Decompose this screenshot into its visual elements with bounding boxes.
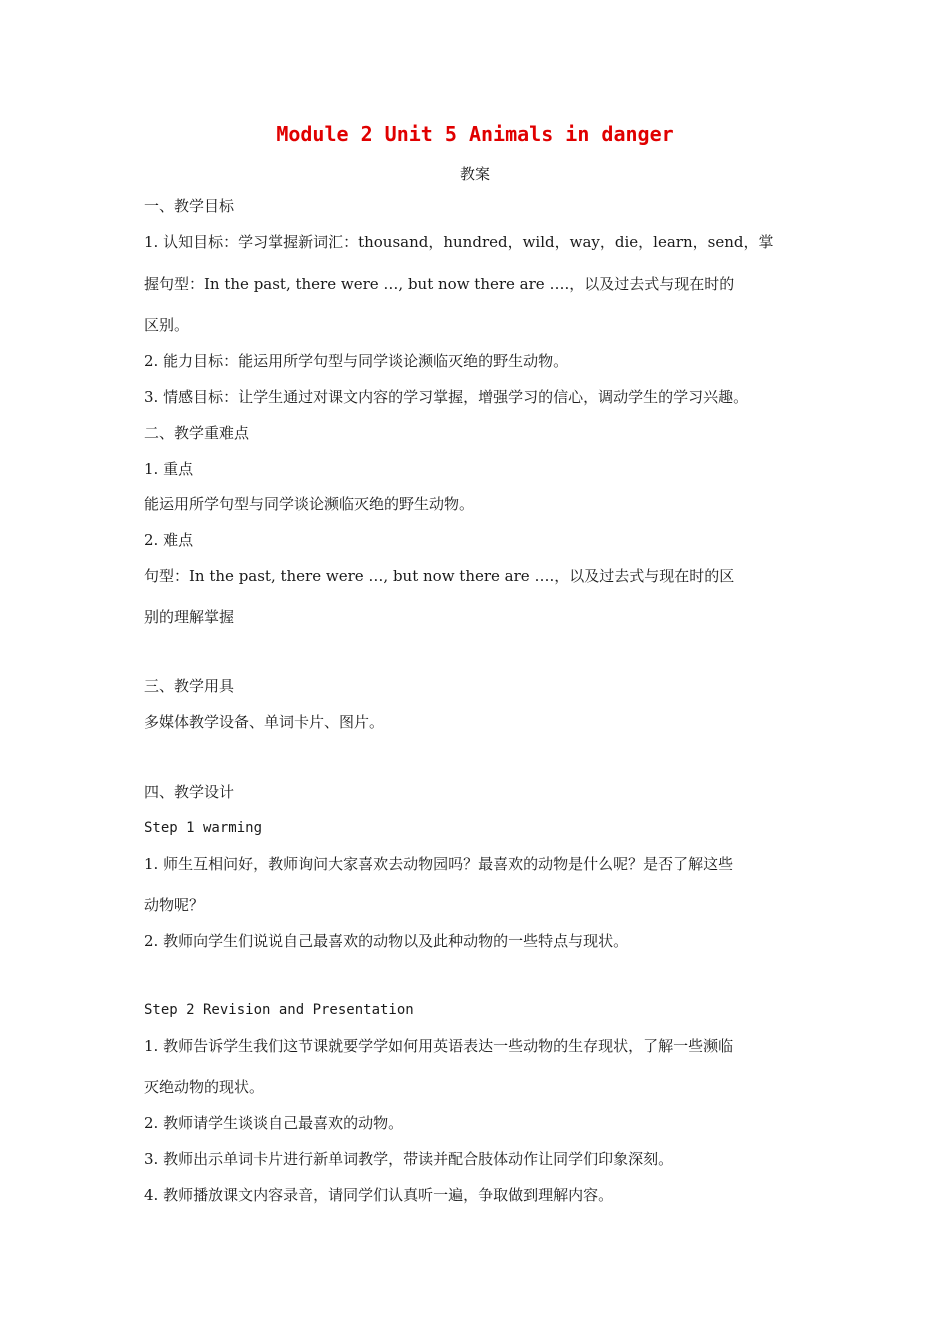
paragraph-line: 2. 能力目标：能运用所学句型与同学谈论濒临灭绝的野生动物。 [144,352,569,370]
paragraph-line: 1. 重点 [144,460,194,478]
paragraph-line: 握句型：In the past, there were …, but now there are ….，以及过去式与现在时的 [144,275,735,293]
paragraph-line: 多媒体教学设备、单词卡片、图片。 [144,713,385,731]
paragraph-line: 能运用所学句型与同学谈论濒临灭绝的野生动物。 [144,495,475,513]
paragraph-line: 2. 难点 [144,531,194,549]
paragraph-line: 灭绝动物的现状。 [144,1078,265,1096]
paragraph-line: 区别。 [144,316,190,334]
paragraph-line: 4. 教师播放课文内容录音，请同学们认真听一遍，争取做到理解内容。 [144,1186,614,1204]
step-heading: Step 2 Revision and Presentation [144,1002,414,1018]
section-heading-tools: 三、教学用具 [144,677,235,695]
paragraph-line: 1. 师生互相问好，教师询问大家喜欢去动物园吗？最喜欢的动物是什么呢？是否了解这些 [144,855,734,873]
document-subtitle: 教案 [459,165,490,183]
paragraph-line: 2. 教师向学生们说说自己最喜欢的动物以及此种动物的一些特点与现状。 [144,932,629,950]
paragraph-line: 2. 教师请学生谈谈自己最喜欢的动物。 [144,1114,404,1132]
paragraph-line: 1. 教师告诉学生我们这节课就要学学如何用英语表达一些动物的生存现状，了解一些濒临 [144,1037,734,1055]
section-heading-key-points: 二、教学重难点 [144,424,250,442]
section-heading-goals: 一、教学目标 [144,197,235,215]
paragraph-line: 3. 教师出示单词卡片进行新单词教学，带读并配合肢体动作让同学们印象深刻。 [144,1150,674,1168]
paragraph-line: 别的理解掌握 [144,608,235,626]
document-title: Module 2 Unit 5 Animals in danger [276,122,674,146]
section-heading-design: 四、教学设计 [144,783,235,801]
paragraph-line: 3. 情感目标：让学生通过对课文内容的学习掌握，增强学习的信心，调动学生的学习兴趣。 [144,388,749,406]
paragraph-line: 句型：In the past, there were …, but now there are ….，以及过去式与现在时的区 [144,567,735,585]
paragraph-line: 动物呢？ [144,896,205,914]
step-heading: Step 1 warming [144,820,263,836]
paragraph-line: 1. 认知目标：学习掌握新词汇：thousand，hundred，wild，way，die，learn，send，掌 [144,233,774,251]
